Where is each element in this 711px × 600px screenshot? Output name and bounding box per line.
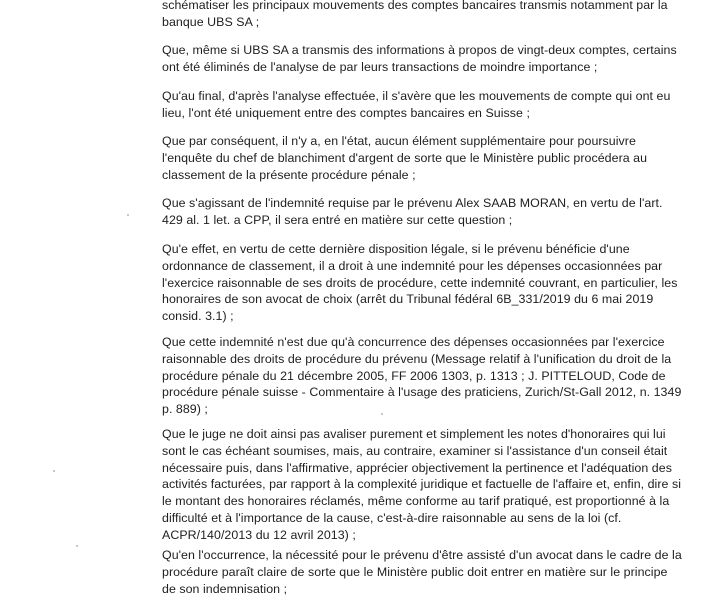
text-line: activités facturées, par rapport à la complexité juridique et factuelle de l'affaire et, enfin, dire si — [162, 477, 682, 492]
scan-speck — [127, 214, 129, 216]
scan-speck — [381, 413, 383, 415]
text-line: Qu'en l'occurrence, la nécessité pour le prévenu d'être assisté d'un avocat dans le cadre de la — [162, 548, 682, 562]
text-line: Que par conséquent, il n'y a, en l'état, aucun élément supplémentaire pour poursuivre — [162, 134, 636, 148]
text-line: classement de la présente procédure pénale ; — [162, 167, 416, 182]
text-line: consid. 3.1) ; — [162, 309, 234, 324]
text-line: procédure pénale du 21 décembre 2005, FF 2006 1303, p. 1313 ; J. PITTELOUD, Code de — [162, 368, 666, 383]
paragraph-2 — [162, 42, 677, 76]
scan-speck — [76, 545, 78, 547]
text-line: Que s'agissant de l'indemnité requise par le prévenu Alex SAAB MORAN, en vertu de l'art. — [162, 196, 663, 210]
paragraph-1 — [162, 0, 668, 31]
paragraph-9 — [162, 547, 682, 597]
text-line: Que cette indemnité n'est due qu'à concurrence des dépenses occasionnées par l'exercice — [162, 335, 665, 349]
text-line: banque UBS SA ; — [162, 14, 260, 29]
text-line: Que, même si UBS SA a transmis des informations à propos de vingt-deux comptes, certains — [162, 43, 677, 57]
text-line: procédure paraît claire de sorte que le Ministère public doit entrer en matière sur le principe — [162, 564, 668, 579]
text-line: Que le juge ne doit ainsi pas avaliser purement et simplement les notes d'honoraires qui lui — [162, 427, 666, 441]
text-line: 429 al. 1 let. a CPP, il sera entré en matière sur cette question ; — [162, 212, 513, 227]
text-line: procédure pénale suisse - Commentaire à l'usage des praticiens, Zurich/St-Gall 2012, n. 1349 — [162, 385, 682, 400]
paragraph-4 — [162, 133, 647, 183]
paragraph-7 — [162, 334, 681, 418]
text-line: raisonnable des droits de procédure du prévenu (Message relatif à l'unification du droit de la — [162, 351, 672, 366]
text-line: honoraires de son avocat de choix (arrêt du Tribunal fédéral 6B_331/2019 du 6 mai 2019 — [162, 292, 654, 307]
text-line: ACPR/140/2013 du 12 avril 2013) ; — [162, 527, 356, 542]
text-line: sont le cas échéant soumises, mais, au contraire, examiner si l'assistance d'un conseil était — [162, 443, 668, 458]
text-line: p. 889) ; — [162, 402, 208, 417]
paragraph-8 — [162, 426, 681, 544]
text-line: Qu'au final, d'après l'analyse effectuée, il s'avère que les mouvements de compte qui ont eu — [162, 89, 671, 103]
text-line: lieu, l'ont été uniquement entre des comptes bancaires en Suisse ; — [162, 105, 530, 120]
document-page — [162, 0, 711, 600]
text-line: Qu'e effet, en vertu de cette dernière disposition légale, si le prévenu bénéficie d'une — [162, 242, 630, 256]
text-line: ordonnance de classement, il a droit à une indemnité pour les dépenses occasionnées par — [162, 258, 663, 273]
paragraph-6 — [162, 241, 677, 325]
text-line: nécessaire puis, dans l'affirmative, apprécier objectivement la pertinence et l'adéquation des — [162, 460, 672, 475]
text-line: de son indemnisation ; — [162, 581, 288, 596]
text-line: l'enquête du chef de blanchiment d'argent de sorte que le Ministère public procédera au — [162, 150, 648, 165]
paragraph-3 — [162, 88, 670, 122]
text-line: l'exercice raisonnable de ses droits de procédure, cette indemnité couvrant, en particulier, les — [162, 275, 678, 290]
text-line: difficulté et à l'importance de la cause, c'est-à-dire raisonnable au sens de la loi (cf. — [162, 510, 622, 525]
paragraph-5 — [162, 195, 663, 229]
text-line: le montant des honoraires réclamés, même conforme au tarif pratiqué, est proportionné à la — [162, 494, 670, 509]
text-line: ont été éliminés de l'analyse de par leurs transactions de moindre importance ; — [162, 59, 598, 74]
text-line: schématiser les principaux mouvements des comptes bancaires transmis notamment par la — [162, 0, 668, 12]
scan-speck — [53, 470, 55, 472]
